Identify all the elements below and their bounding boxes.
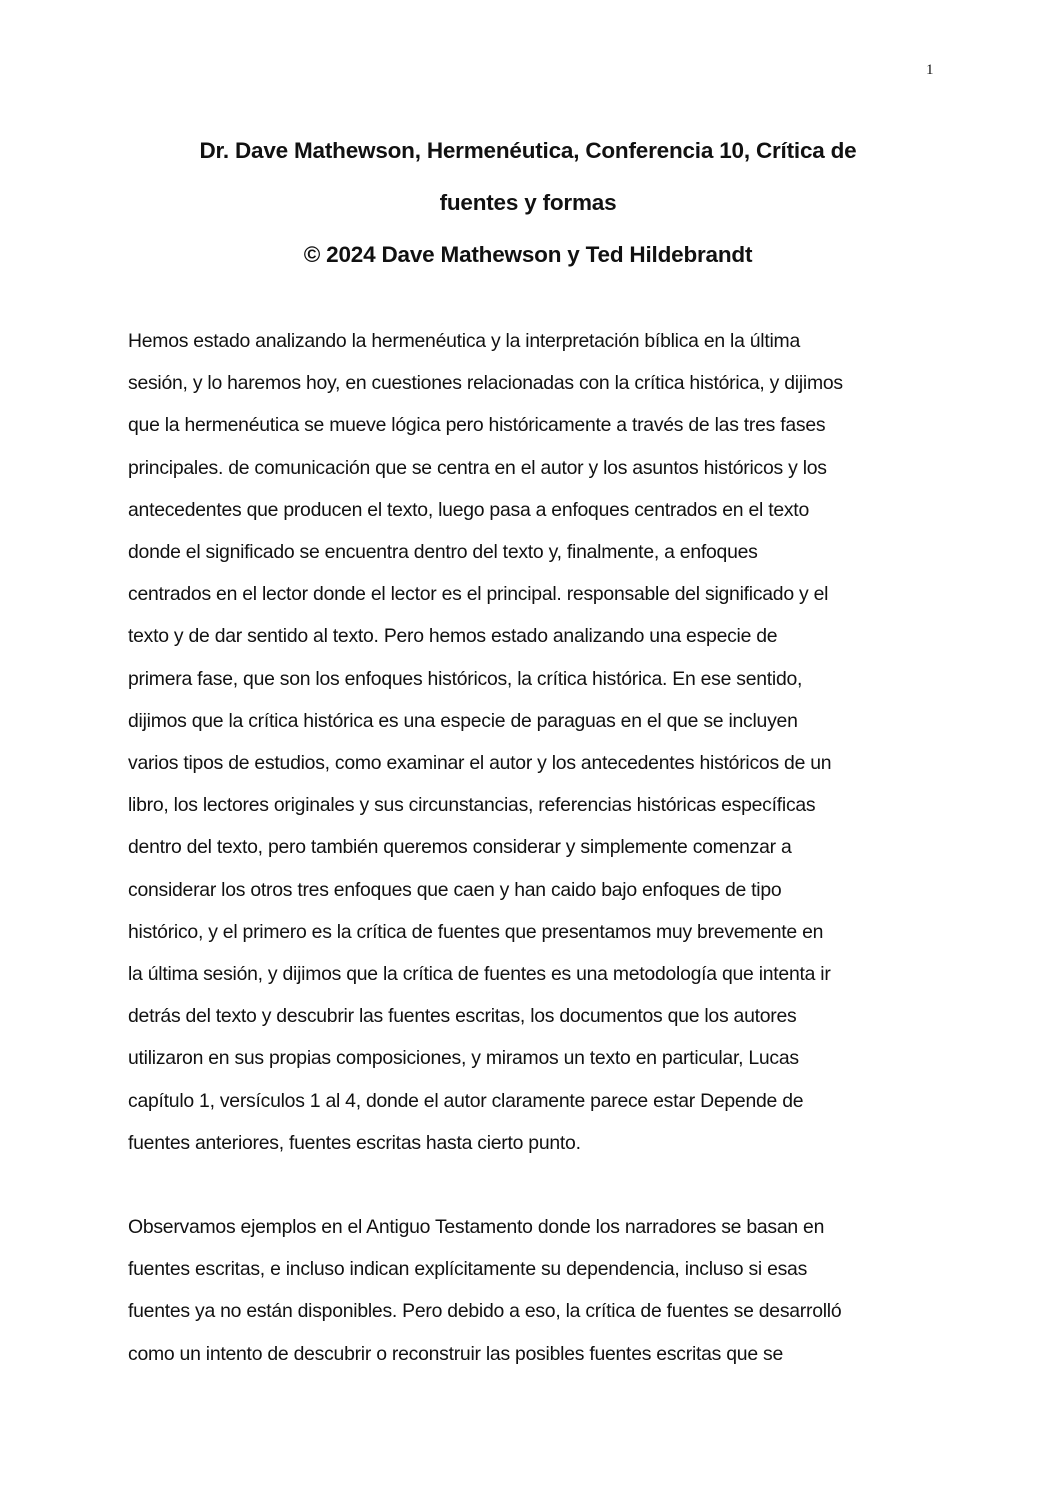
paragraph-line: antecedentes que producen el texto, luego pasa a enfoques centrados en el texto (128, 498, 809, 521)
paragraph-line: que la hermenéutica se mueve lógica pero históricamente a través de las tres fases (128, 414, 826, 437)
paragraph-line: dentro del texto, pero también queremos considerar y simplemente comenzar a (128, 836, 792, 859)
title-line-1: Dr. Dave Mathewson, Hermenéutica, Conferencia 10, Crítica de (199, 138, 857, 163)
paragraph-line: centrados en el lector donde el lector es el principal. responsable del significado y el (128, 583, 829, 606)
paragraph-2 (128, 1206, 928, 1375)
paragraph-line: detrás del texto y descubrir las fuentes escritas, los documentos que los autores (128, 1005, 797, 1028)
paragraph-line: donde el significado se encuentra dentro del texto y, finalmente, a enfoques (128, 541, 758, 564)
document-body (128, 320, 928, 1375)
paragraph-line: como un intento de descubrir o reconstruir las posibles fuentes escritas que se (128, 1342, 783, 1365)
paragraph-line: principales. de comunicación que se centra en el autor y los asuntos históricos y los (128, 456, 827, 479)
paragraph-line: sesión, y lo haremos hoy, en cuestiones relacionadas con la crítica histórica, y dijimos (128, 372, 843, 395)
copyright-line: © 2024 Dave Mathewson y Ted Hildebrandt (303, 242, 753, 267)
paragraph-line: fuentes escritas, e incluso indican explícitamente su dependencia, incluso si esas (128, 1258, 808, 1281)
page-number: 1 (926, 62, 934, 78)
paragraph-line: libro, los lectores originales y sus circunstancias, referencias históricas específicas (128, 794, 816, 817)
paragraph-1 (128, 320, 928, 1164)
paragraph-line: utilizaron en sus propias composiciones, y miramos un texto en particular, Lucas (128, 1047, 799, 1070)
paragraph-line: dijimos que la crítica histórica es una especie de paraguas en el que se incluyen (128, 709, 798, 732)
document-header (128, 125, 928, 281)
paragraph-line: varios tipos de estudios, como examinar el autor y los antecedentes históricos de un (128, 752, 832, 775)
paragraph-line: la última sesión, y dijimos que la crítica de fuentes es una metodología que intenta ir (128, 963, 831, 986)
paragraph-spacer (128, 1164, 928, 1206)
title-line-2: fuentes y formas (439, 190, 617, 215)
paragraph-line: fuentes anteriores, fuentes escritas hasta cierto punto. (128, 1131, 581, 1154)
paragraph-line: Observamos ejemplos en el Antiguo Testamento donde los narradores se basan en (128, 1216, 825, 1239)
paragraph-line: histórico, y el primero es la crítica de fuentes que presentamos muy brevemente en (128, 920, 824, 943)
paragraph-line: considerar los otros tres enfoques que caen y han caido bajo enfoques de tipo (128, 878, 782, 901)
paragraph-line: texto y de dar sentido al texto. Pero hemos estado analizando una especie de (128, 625, 778, 648)
paragraph-line: fuentes ya no están disponibles. Pero debido a eso, la crítica de fuentes se desarrolló (128, 1300, 842, 1323)
paragraph-line: capítulo 1, versículos 1 al 4, donde el autor claramente parece estar Depende de (128, 1089, 804, 1112)
paragraph-line: Hemos estado analizando la hermenéutica y la interpretación bíblica en la última (128, 330, 800, 352)
paragraph-line: primera fase, que son los enfoques históricos, la crítica histórica. En ese sentido, (128, 667, 803, 690)
